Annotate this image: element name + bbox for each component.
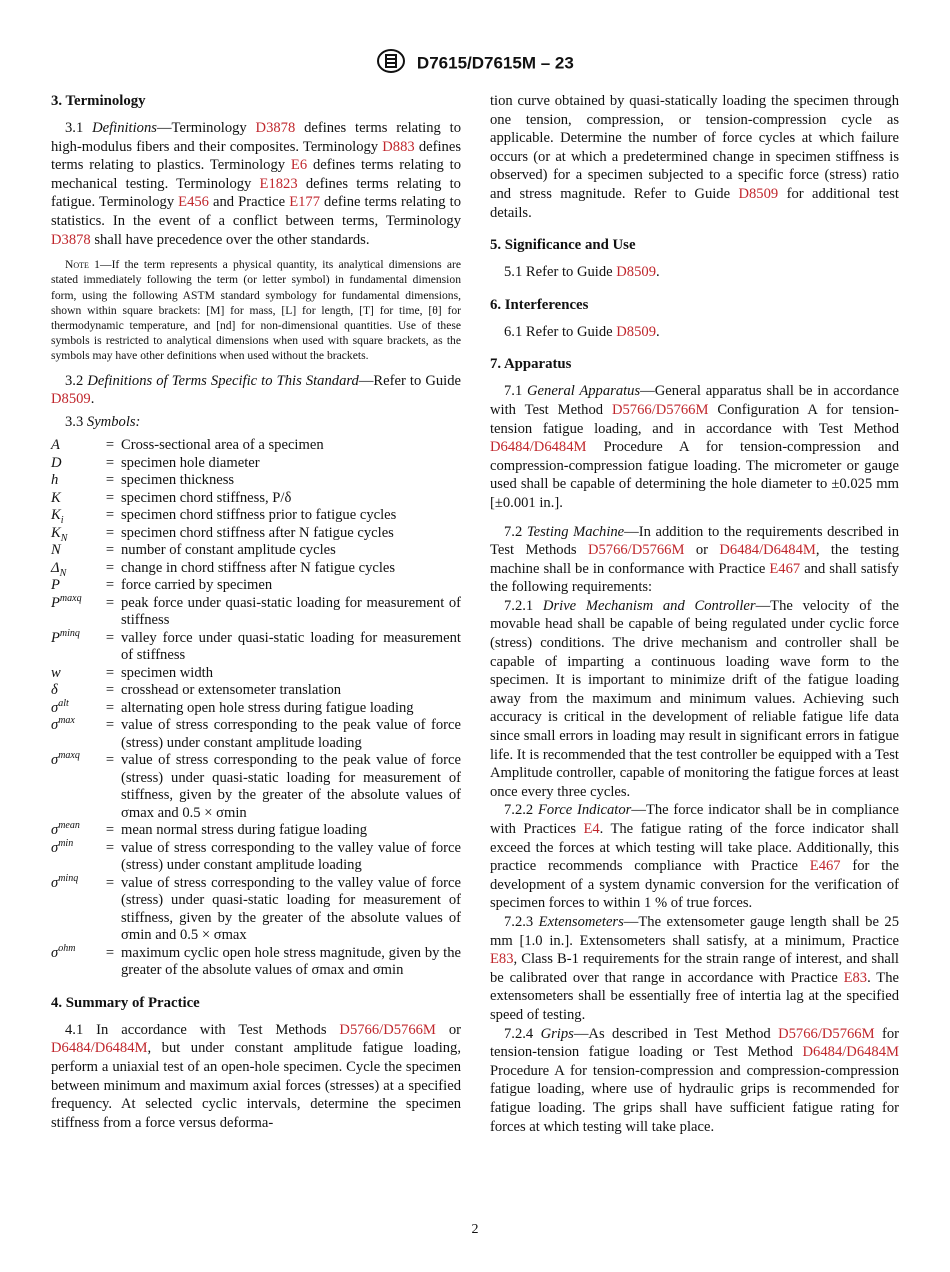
ref-d883[interactable]: D883 xyxy=(382,138,415,155)
symbol-row xyxy=(51,455,461,473)
ref-e6[interactable]: E6 xyxy=(290,157,308,174)
paragraph-3-2: 3.2 Definitions of Terms Specific to This Standard—Refer to Guide D8509. xyxy=(51,372,461,408)
section-3-heading: 3. Terminology xyxy=(51,93,146,109)
symbol-term: w xyxy=(51,664,61,681)
symbol-term: $\sigma^{alt}$ xyxy=(51,698,69,716)
ref-e177[interactable]: E177 xyxy=(289,194,320,211)
section-7-heading: 7. Apparatus xyxy=(490,356,572,373)
paragraph-4-1: 4.1 In accordance with Test Methods D5766/D5766M or D6484/D6484M, but under constant amplitude fatigue loading, perform a uniaxial test of an open-hole specimen. Cycle the specimen between minimum and maximum axial forces (stresses) at a specified frequency. At selected cyclic intervals, determine the specimen stiffness from a force versus deforma- xyxy=(51,1021,461,1131)
ref-d6484-71[interactable]: D6484/D6484M xyxy=(490,439,587,456)
symbol-definition: peak force under quasi-static loading for measurement of stiffness xyxy=(121,594,461,629)
paragraph-7-2-4: 7.2.4 Grips—As described in Test Method D5766/D5766M for tension-tension fatigue loading or Test Method D6484/D6484M Procedure A for tension-compression and compression-compression fatigue loading, where use of hydraulic grips is recommended for fatigue loading. The grips shall have sufficient fatigue rating for forces at which testing will take place. xyxy=(490,1025,899,1135)
ref-d8509-32[interactable]: D8509 xyxy=(51,391,91,408)
symbol-row xyxy=(51,630,461,665)
symbol-equals: = xyxy=(105,839,115,856)
symbol-definition: specimen chord stiffness, P/δ xyxy=(121,489,292,506)
paragraph-7-2-2: 7.2.2 Force Indicator—The force indicator shall be in compliance with Practices E4. The fatigue rating of the force indicator shall exceed the forces at which testing will take place. Additionally, this practice recommends compliance with Practice E467 for the development of a system dynamic conversion for the verification of specimen forces to within 1 % of true forces. xyxy=(490,802,899,912)
symbol-row xyxy=(51,525,461,543)
paragraph-7-2-3: 7.2.3 Extensometers—The extensometer gauge length shall be 25 mm [1.0 in.]. Extensometers shall satisfy, at a minimum, Practice E83, Class B-1 requirements for the strain range of interest, and shall be calibrated over that range in accordance with Practice E83. The extensometers shall be essentially free of intertia lag at the specified speed of testing. xyxy=(490,913,899,1023)
symbol-definition: value of stress corresponding to the peak value of force (stress) under constant amplitude loading xyxy=(121,717,461,751)
ref-d6484-72[interactable]: D6484/D6484M xyxy=(719,542,816,559)
section-5-heading: 5. Significance and Use xyxy=(490,237,636,254)
symbol-row xyxy=(51,665,461,683)
symbol-equals: = xyxy=(105,524,115,541)
symbol-definition: value of stress corresponding to the peak value of force (stress) under quasi-static loading for measurement of stiffness, given by the greater of the absolute values of σmax and 0.5 × σmin xyxy=(121,752,461,821)
symbol-definition: valley force under quasi-static loading for measurement of stiffness xyxy=(121,629,461,664)
symbol-term: $\sigma^{max}$ xyxy=(51,715,75,734)
paragraph-3-3: 3.3 Symbols: xyxy=(65,413,141,430)
paragraph-7-2-1: 7.2.1 Drive Mechanism and Controller—The velocity of the movable head shall be capable of being regulated under cyclic force (stress) conditions. The drive mechanism and controller shall be capable of imparting a continuous loading wave form to the specimen. It is important to minimize drift of the fatigue loading away from the maximum and minimum values. Achieving such accuracy is critical in the development of reliable fatigue life data since small errors in loading may result in significant errors in fatigue life. It is recommended that the test controller be equipped with a Test Amplitude controller, capable of monitoring the fatigue forces at least once every three cycles. xyxy=(490,597,899,800)
paragraph-7-2: 7.2 Testing Machine—In addition to the requirements described in Test Methods D5766/D5766M or D6484/D6484M, the testing machine shall be in conformance with Practice E467 and shall satisfy the following requirements: xyxy=(490,523,899,596)
symbol-term: K xyxy=(51,489,61,506)
symbol-row xyxy=(51,560,461,578)
symbol-term: $\sigma^{mean}$ xyxy=(51,820,80,839)
symbol-definition: Cross-sectional area of a specimen xyxy=(121,437,324,454)
symbol-term: δ xyxy=(51,682,58,699)
symbol-definition: crosshead or extensometer translation xyxy=(121,682,342,699)
symbol-term: D xyxy=(51,454,62,471)
symbol-definition: specimen chord stiffness prior to fatigue cycles xyxy=(121,507,397,524)
symbol-equals: = xyxy=(105,717,115,734)
symbol-equals: = xyxy=(105,542,115,559)
symbol-equals: = xyxy=(105,874,115,891)
symbol-row xyxy=(51,577,461,595)
symbol-definition: force carried by specimen xyxy=(121,577,273,594)
symbol-term: $P^{minq}$ xyxy=(51,628,80,646)
symbol-term: $K_N$ xyxy=(51,524,68,544)
ref-e83-1[interactable]: E83 xyxy=(490,951,514,968)
symbol-row xyxy=(51,822,461,840)
symbol-definition: alternating open hole stress during fatigue loading xyxy=(121,699,414,716)
symbol-row xyxy=(51,875,461,945)
ref-e456[interactable]: E456 xyxy=(178,194,209,211)
symbol-equals: = xyxy=(105,944,115,961)
symbol-definition: specimen width xyxy=(121,664,214,681)
ref-d5766-72[interactable]: D5766/D5766M xyxy=(587,542,685,559)
ref-d8509-41[interactable]: D8509 xyxy=(738,185,779,202)
symbol-row xyxy=(51,472,461,490)
symbol-definition: specimen hole diameter xyxy=(121,454,260,471)
symbol-definition: maximum cyclic open hole stress magnitude, given by the greater of the absolute values of σmax and σmin xyxy=(121,944,461,979)
symbol-term: $\sigma^{minq}$ xyxy=(51,873,79,891)
symbol-equals: = xyxy=(105,629,115,646)
symbol-equals: = xyxy=(105,699,115,716)
symbol-term: $\Delta_N$ xyxy=(51,559,67,579)
ref-d3878-2[interactable]: D3878 xyxy=(51,231,91,248)
symbol-row xyxy=(51,595,461,630)
paragraph-3-1: 3.1 Definitions—Terminology D3878 defines terms relating to high-modulus fibers and their composites. Terminology D883 defines terms relating to plastics. Terminology E6 defines terms relating to mechanical testing. Terminology E1823 defines terms relating to fatigue. Terminology E456 and Practice E177 define terms relating to statistics. In the event of a conflict between terms, Terminology D3878 shall have precedence over the other standards. xyxy=(51,120,461,248)
symbol-equals: = xyxy=(105,577,115,594)
symbol-term: $\sigma^{ohm}$ xyxy=(51,943,76,961)
ref-e1823[interactable]: E1823 xyxy=(259,175,298,192)
symbol-row xyxy=(51,840,461,875)
document-header xyxy=(0,48,950,79)
symbol-term: $K_i$ xyxy=(51,507,64,527)
symbol-definition: mean normal stress during fatigue loading xyxy=(121,822,368,839)
symbol-equals: = xyxy=(105,507,115,524)
ref-e4[interactable]: E4 xyxy=(583,821,600,837)
ref-e83-2[interactable]: E83 xyxy=(843,969,868,986)
symbol-equals: = xyxy=(105,822,115,839)
symbol-term: N xyxy=(51,542,61,559)
symbol-row xyxy=(51,507,461,525)
paragraph-5-1: 5.1 Refer to Guide D8509. xyxy=(504,264,660,281)
symbol-term: h xyxy=(51,472,59,489)
ref-d6484-41[interactable]: D6484/D6484M xyxy=(51,1040,148,1057)
symbol-term: A xyxy=(51,437,60,454)
symbol-equals: = xyxy=(105,664,115,681)
section-4-heading: 4. Summary of Practice xyxy=(51,994,200,1011)
ref-e467-722[interactable]: E467 xyxy=(809,858,841,875)
paragraph-4-1-continued: tion curve obtained by quasi-statically loading the specimen through one tension, compression, or tension-compression cycle as applicable. Determine the number of force cycles at which failure occurs (or at which a predetermined change in specimen stiffness is observed) for a specimen subjected to a specific force (stress) ratio and stress magnitude. Refer to Guide D8509 for additional test details. xyxy=(490,93,899,221)
symbol-equals: = xyxy=(105,594,115,611)
symbol-row xyxy=(51,490,461,508)
symbol-equals: = xyxy=(105,489,115,506)
symbol-definition: value of stress corresponding to the valley value of force (stress) under constant amplitude loading xyxy=(121,839,461,874)
symbol-equals: = xyxy=(105,437,115,454)
ref-d5766-71[interactable]: D5766/D5766M xyxy=(611,401,709,418)
ref-d5766-724[interactable]: D5766/D5766M xyxy=(778,1025,875,1042)
paragraph-7-1: 7.1 General Apparatus—General apparatus shall be in accordance with Test Method D5766/D5766M Configuration A for tension-tension fatigue loading, and in accordance with Test Method D6484/D6484M Procedure A for tension-compression and compression-compression fatigue loading. The micrometer or gauge used shall be capable of determining the hole diameter to ±0.025 mm [±0.001 in.]. xyxy=(490,383,899,511)
symbol-definition: value of stress corresponding to the valley value of force (stress) under quasi-static loading for measurement of stiffness, given by the greater of the absolute values of σmin and 0.5 × σmax xyxy=(121,874,461,944)
symbol-term: $\sigma^{maxq}$ xyxy=(51,750,80,769)
symbol-equals: = xyxy=(105,752,115,769)
symbol-equals: = xyxy=(105,454,115,471)
symbol-term: $P^{maxq}$ xyxy=(51,593,82,611)
symbol-term: P xyxy=(51,577,60,594)
symbol-definition: change in chord stiffness after N fatigue cycles xyxy=(121,559,396,576)
right-column xyxy=(490,92,899,1136)
page-number: 2 xyxy=(471,1222,479,1237)
symbols-table xyxy=(51,437,461,980)
standard-designation: D7615/D7615M – 23 xyxy=(416,53,574,73)
symbol-row xyxy=(51,437,461,455)
ref-d8509-51[interactable]: D8509 xyxy=(616,264,656,281)
symbol-row xyxy=(51,542,461,560)
symbol-row xyxy=(51,752,461,822)
symbol-row xyxy=(51,682,461,700)
symbol-equals: = xyxy=(105,682,115,699)
ref-d6484-724[interactable]: D6484/D6484M xyxy=(802,1044,899,1061)
symbol-term: $\sigma^{min}$ xyxy=(51,838,74,856)
symbol-row xyxy=(51,717,461,752)
symbol-row xyxy=(51,700,461,718)
note-1: Note 1—If the term represents a physical quantity, its analytical dimensions are stated immediately following the term (or letter symbol) in fundamental dimension form, using the following ASTM standard symbology for fundamental dimensions, shown within square brackets: [M] for mass, [L] for length, [T] for time, [θ] for thermodynamic temperature, and [nd] for non-dimensional quantities. Use of these symbols is restricted to analytical dimensions when used with square brackets, as the symbols may have other definitions when used without the brackets. xyxy=(51,258,461,363)
paragraph-6-1: 6.1 Refer to Guide D8509. xyxy=(504,323,660,340)
astm-logo-icon xyxy=(376,48,406,79)
symbol-equals: = xyxy=(105,472,115,489)
ref-d3878[interactable]: D3878 xyxy=(255,120,296,136)
ref-d5766-41[interactable]: D5766/D5766M xyxy=(339,1021,436,1038)
ref-e467-72[interactable]: E467 xyxy=(769,560,801,577)
left-column xyxy=(51,92,461,1132)
symbol-row xyxy=(51,945,461,980)
symbol-definition: specimen thickness xyxy=(121,472,235,489)
section-6-heading: 6. Interferences xyxy=(490,296,589,313)
symbol-definition: number of constant amplitude cycles xyxy=(121,542,336,559)
ref-d8509-61[interactable]: D8509 xyxy=(616,323,656,340)
symbol-definition: specimen chord stiffness after N fatigue cycles xyxy=(121,524,394,541)
symbol-equals: = xyxy=(105,559,115,576)
